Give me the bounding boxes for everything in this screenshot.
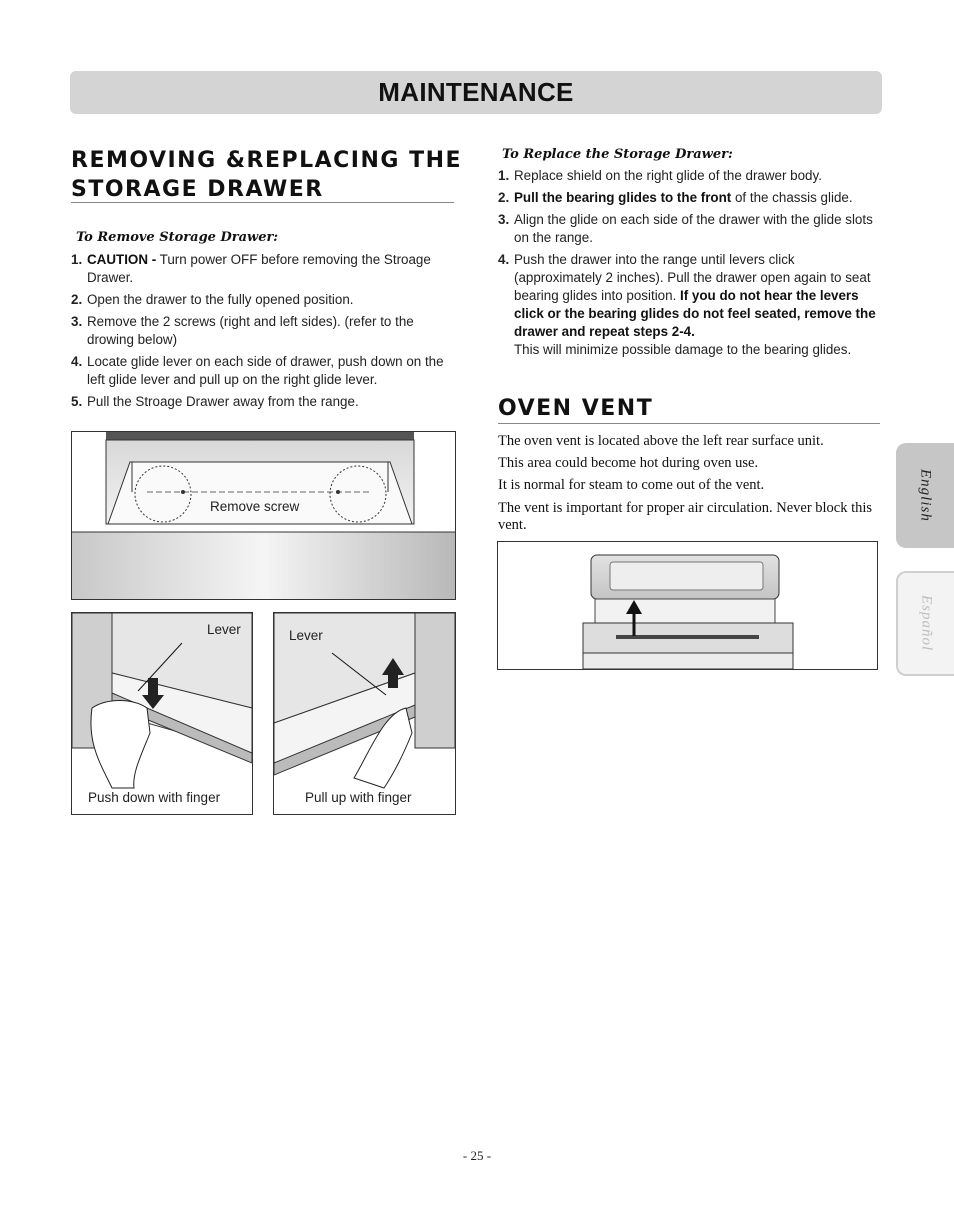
vent-paragraph: It is normal for steam to come out of the vent. [498, 477, 765, 493]
drawer-screw-figure [71, 431, 456, 600]
step-number: 2. [71, 292, 83, 307]
pull-up-figure [273, 612, 456, 815]
page-title: MAINTENANCE [378, 77, 574, 107]
step-number: 3. [71, 314, 83, 329]
list-item [498, 189, 882, 207]
step-bold: Pull the bearing glides to the front [514, 190, 732, 205]
step-text: Pull the Stroage Drawer away from the range. [87, 394, 359, 409]
step-number: 1. [71, 252, 83, 267]
page-number: - 25 - [462, 1148, 492, 1163]
list-item [498, 167, 882, 185]
step-number: 3. [498, 212, 510, 227]
list-item [71, 251, 457, 287]
tab-english-label: English [917, 469, 934, 522]
drawer-heading-line1: REMOVING &REPLACING THE [71, 148, 463, 173]
push-down-caption: Push down with finger [88, 790, 221, 805]
tab-espanol-label: Español [918, 595, 935, 652]
oven-vent-illustration [498, 542, 877, 669]
step-text: Remove the 2 screws (right and left sides). (refer to the drowing below) [87, 314, 414, 347]
tab-espanol[interactable] [896, 571, 954, 676]
oven-vent-figure [497, 541, 878, 670]
remove-steps [71, 251, 457, 415]
list-item [71, 313, 457, 349]
step-number: 5. [71, 394, 83, 409]
drawer-illustration [72, 432, 455, 599]
step-text: Push the drawer into the range until levers click (approximately 2 inches). Pull the drawer open again to seat bearing glides into position. [514, 252, 871, 303]
step-number: 1. [498, 168, 510, 183]
step-note: This will minimize possible damage to the bearing glides. [514, 342, 852, 357]
remove-subheading: To Remove Storage Drawer: [76, 230, 279, 245]
pull-lever-illustration [274, 613, 455, 814]
list-item [71, 291, 457, 309]
step-number: 2. [498, 190, 510, 205]
list-item [71, 393, 457, 411]
oven-vent-heading-rule [498, 423, 880, 424]
oven-vent-heading: OVEN VENT [498, 396, 654, 421]
step-text: of the chassis glide. [731, 190, 853, 205]
tab-english[interactable] [896, 443, 954, 548]
replace-steps [498, 167, 882, 363]
list-item [498, 251, 882, 359]
left-lever-label: Lever [207, 622, 241, 637]
section-banner [70, 71, 882, 114]
pull-up-caption: Pull up with finger [305, 790, 412, 805]
step-text: Locate glide lever on each side of drawer, push down on the left glide lever and pull up on the right glide lever. [87, 354, 444, 387]
step-number: 4. [498, 252, 510, 267]
step-bold: CAUTION - [87, 252, 157, 267]
push-lever-illustration [72, 613, 252, 814]
step-text: Align the glide on each side of the drawer with the glide slots on the range. [514, 212, 873, 245]
step-number: 4. [71, 354, 83, 369]
step-text: Open the drawer to the fully opened position. [87, 292, 354, 307]
replace-subheading: To Replace the Storage Drawer: [502, 147, 733, 162]
right-lever-label: Lever [289, 628, 323, 643]
step-bold: If you do not hear the levers click or the bearing glides do not feel seated, remove the drawer and repeat steps 2-4. [514, 288, 876, 339]
step-text: Replace shield on the right glide of the drawer body. [514, 168, 822, 183]
list-item [498, 211, 882, 247]
push-down-figure [71, 612, 253, 815]
vent-paragraph: The vent is important for proper air circulation. Never block this vent. [498, 500, 873, 533]
drawer-heading-rule [71, 202, 454, 203]
drawer-heading [71, 146, 462, 204]
list-item [71, 353, 457, 389]
vent-paragraph: This area could become hot during oven use. [498, 455, 759, 471]
vent-paragraph: The oven vent is located above the left rear surface unit. [498, 433, 824, 449]
drawer-heading-line2: STORAGE DRAWER [71, 177, 324, 202]
screw-caption: Remove screw [210, 499, 300, 514]
step-text: Turn power OFF before removing the Stroage Drawer. [87, 252, 431, 285]
